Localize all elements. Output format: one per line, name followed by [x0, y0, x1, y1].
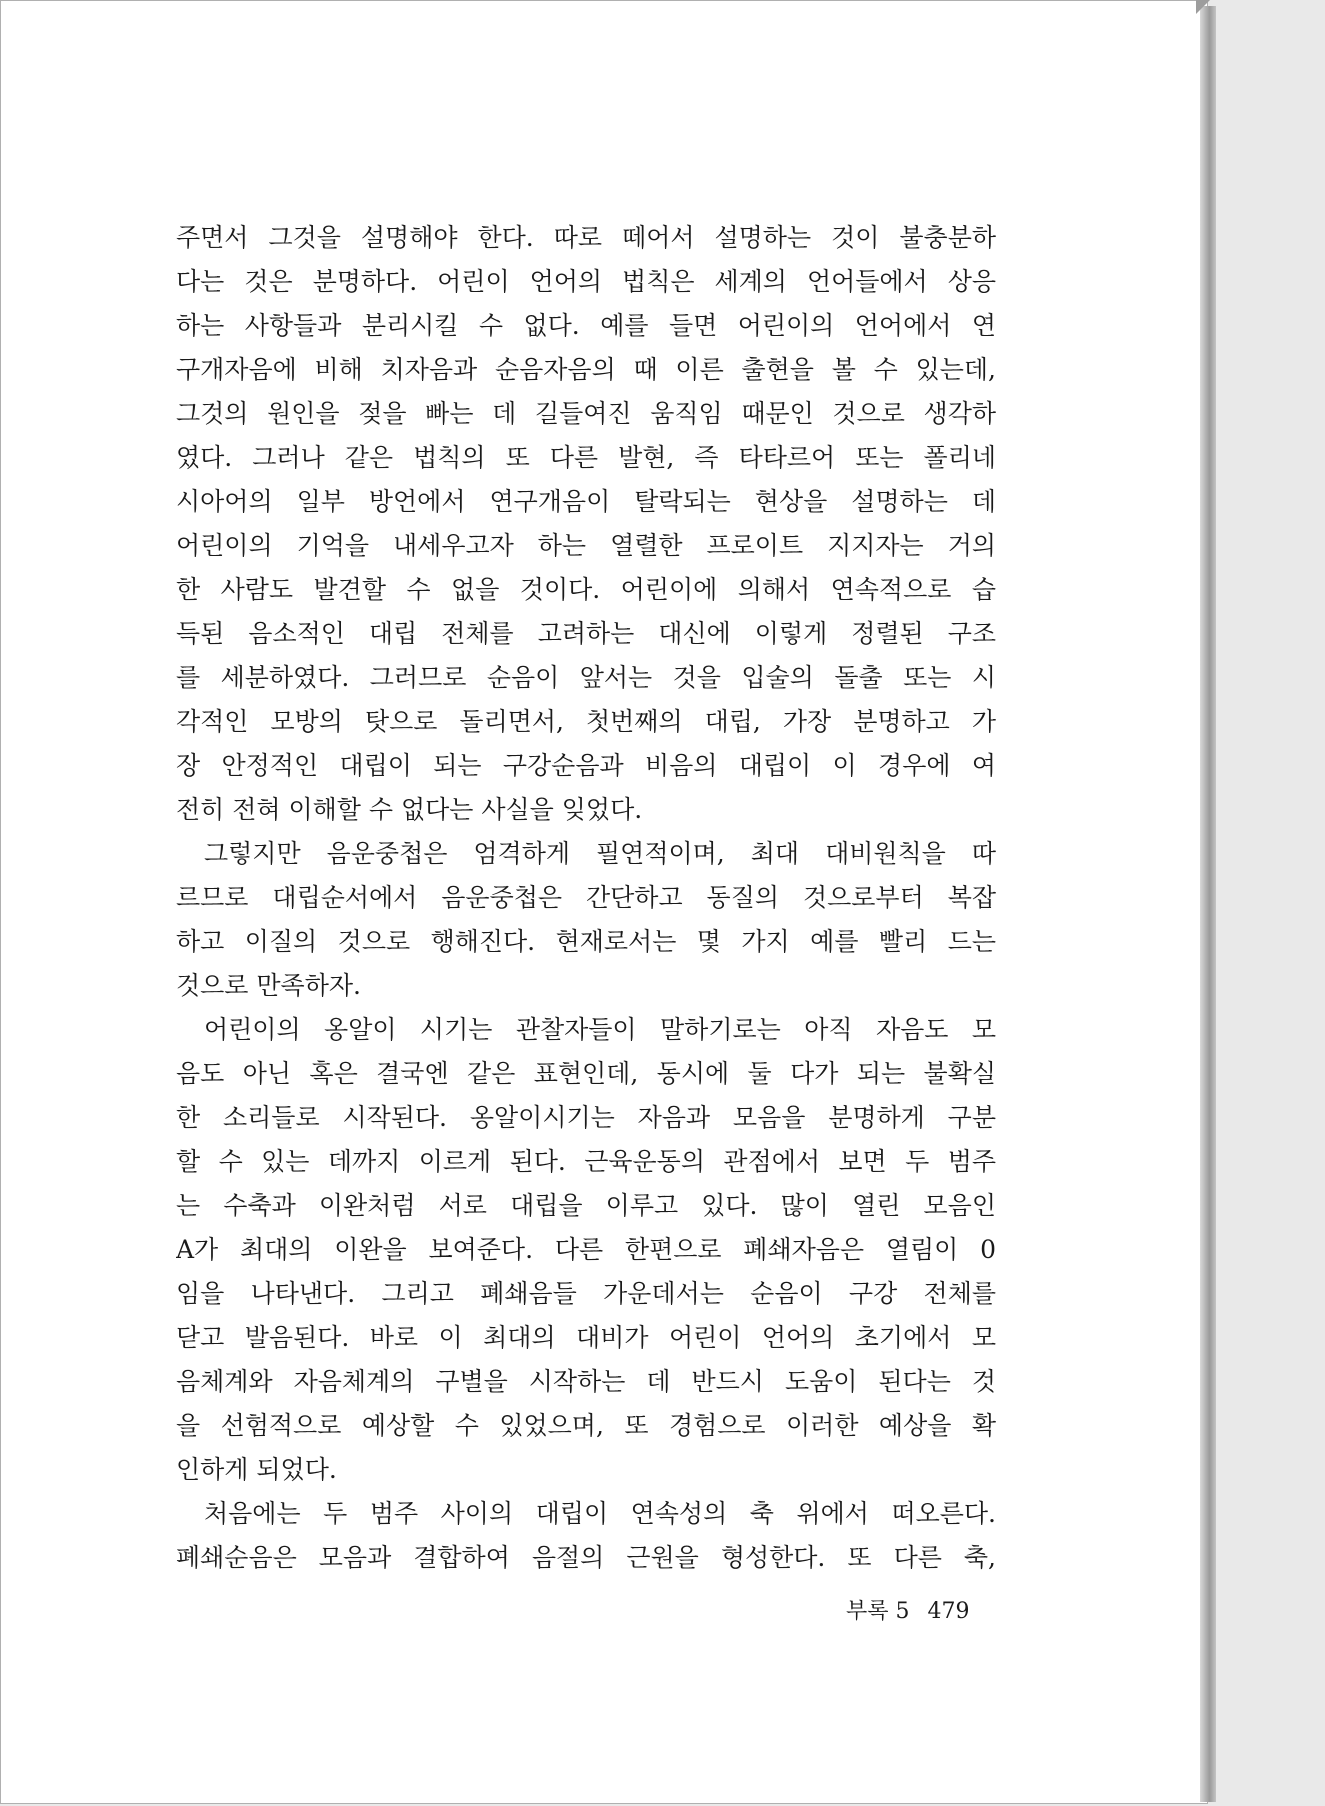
paragraph-1 [176, 216, 996, 832]
text-line: 음체계와 자음체계의 구별을 시작하는 데 반드시 도움이 된다는 것 [176, 1367, 996, 1396]
body-text [176, 216, 996, 1580]
text-line: 각적인 모방의 탓으로 돌리면서, 첫번째의 대립, 가장 분명하고 가 [176, 707, 996, 736]
text-line: 한 소리들로 시작된다. 옹알이시기는 자음과 모음을 분명하게 구분 [176, 1103, 996, 1132]
text-line: 을 선험적으로 예상할 수 있었으며, 또 경험으로 이러한 예상을 확 [176, 1411, 996, 1440]
text-line: 인하게 되었다. [176, 1455, 337, 1484]
text-line: 득된 음소적인 대립 전체를 고려하는 대신에 이렇게 정렬된 구조 [176, 619, 996, 648]
text-line: 할 수 있는 데까지 이르게 된다. 근육운동의 관점에서 보면 두 범주 [176, 1147, 996, 1176]
text-line: 하는 사항들과 분리시킬 수 없다. 예를 들면 어린이의 언어에서 연 [176, 311, 996, 340]
text-line: 그렇지만 음운중첩은 엄격하게 필연적이며, 최대 대비원칙을 따 [204, 839, 996, 868]
text-line: 폐쇄순음은 모음과 결합하여 음절의 근원을 형성한다. 또 다른 축, [176, 1543, 996, 1572]
page-footer [846, 1594, 970, 1625]
text-line: 임을 나타낸다. 그리고 폐쇄음들 가운데서는 순음이 구강 전체를 [176, 1279, 996, 1308]
text-line: 르므로 대립순서에서 음운중첩은 간단하고 동질의 것으로부터 복잡 [176, 883, 996, 912]
paragraph-4 [176, 1492, 996, 1580]
text-line: 를 세분하였다. 그러므로 순음이 앞서는 것을 입술의 돌출 또는 시 [176, 663, 996, 692]
text-line: 처음에는 두 범주 사이의 대립이 연속성의 축 위에서 떠오른다. [204, 1499, 996, 1528]
text-line: 전히 전혀 이해할 수 없다는 사실을 잊었다. [176, 795, 643, 824]
section-label: 부록 5 [846, 1599, 910, 1624]
page-stack-edge [1200, 6, 1216, 1802]
text-line: A가 최대의 이완을 보여준다. 다른 한편으로 폐쇄자음은 열림이 0 [176, 1235, 996, 1264]
text-line: 하고 이질의 것으로 행해진다. 현재로서는 몇 가지 예를 빨리 드는 [176, 927, 996, 956]
text-line: 것으로 만족하자. [176, 971, 361, 1000]
page-number: 479 [927, 1599, 970, 1624]
text-line: 장 안정적인 대립이 되는 구강순음과 비음의 대립이 이 경우에 여 [176, 751, 996, 780]
text-line: 어린이의 옹알이 시기는 관찰자들이 말하기로는 아직 자음도 모 [204, 1015, 996, 1044]
text-line: 주면서 그것을 설명해야 한다. 따로 떼어서 설명하는 것이 불충분하 [176, 223, 996, 252]
text-line: 시아어의 일부 방언에서 연구개음이 탈락되는 현상을 설명하는 데 [176, 487, 996, 516]
text-line: 다는 것은 분명하다. 어린이 언어의 법칙은 세계의 언어들에서 상응 [176, 267, 996, 296]
text-line: 였다. 그러나 같은 법칙의 또 다른 발현, 즉 타타르어 또는 폴리네 [176, 443, 996, 472]
paragraph-3 [176, 1008, 996, 1492]
text-line: 구개자음에 비해 치자음과 순음자음의 때 이른 출현을 볼 수 있는데, [176, 355, 996, 384]
text-line: 그것의 원인을 젖을 빠는 데 길들여진 움직임 때문인 것으로 생각하 [176, 399, 996, 428]
text-line: 음도 아닌 혹은 결국엔 같은 표현인데, 동시에 둘 다가 되는 불확실 [176, 1059, 996, 1088]
text-line: 는 수축과 이완처럼 서로 대립을 이루고 있다. 많이 열린 모음인 [176, 1191, 996, 1220]
text-line: 한 사람도 발견할 수 없을 것이다. 어린이에 의해서 연속적으로 습 [176, 575, 996, 604]
page-fold-corner [1196, 0, 1210, 14]
paragraph-2 [176, 832, 996, 1008]
text-line: 닫고 발음된다. 바로 이 최대의 대비가 어린이 언어의 초기에서 모 [176, 1323, 996, 1352]
text-line: 어린이의 기억을 내세우고자 하는 열렬한 프로이트 지지자는 거의 [176, 531, 996, 560]
